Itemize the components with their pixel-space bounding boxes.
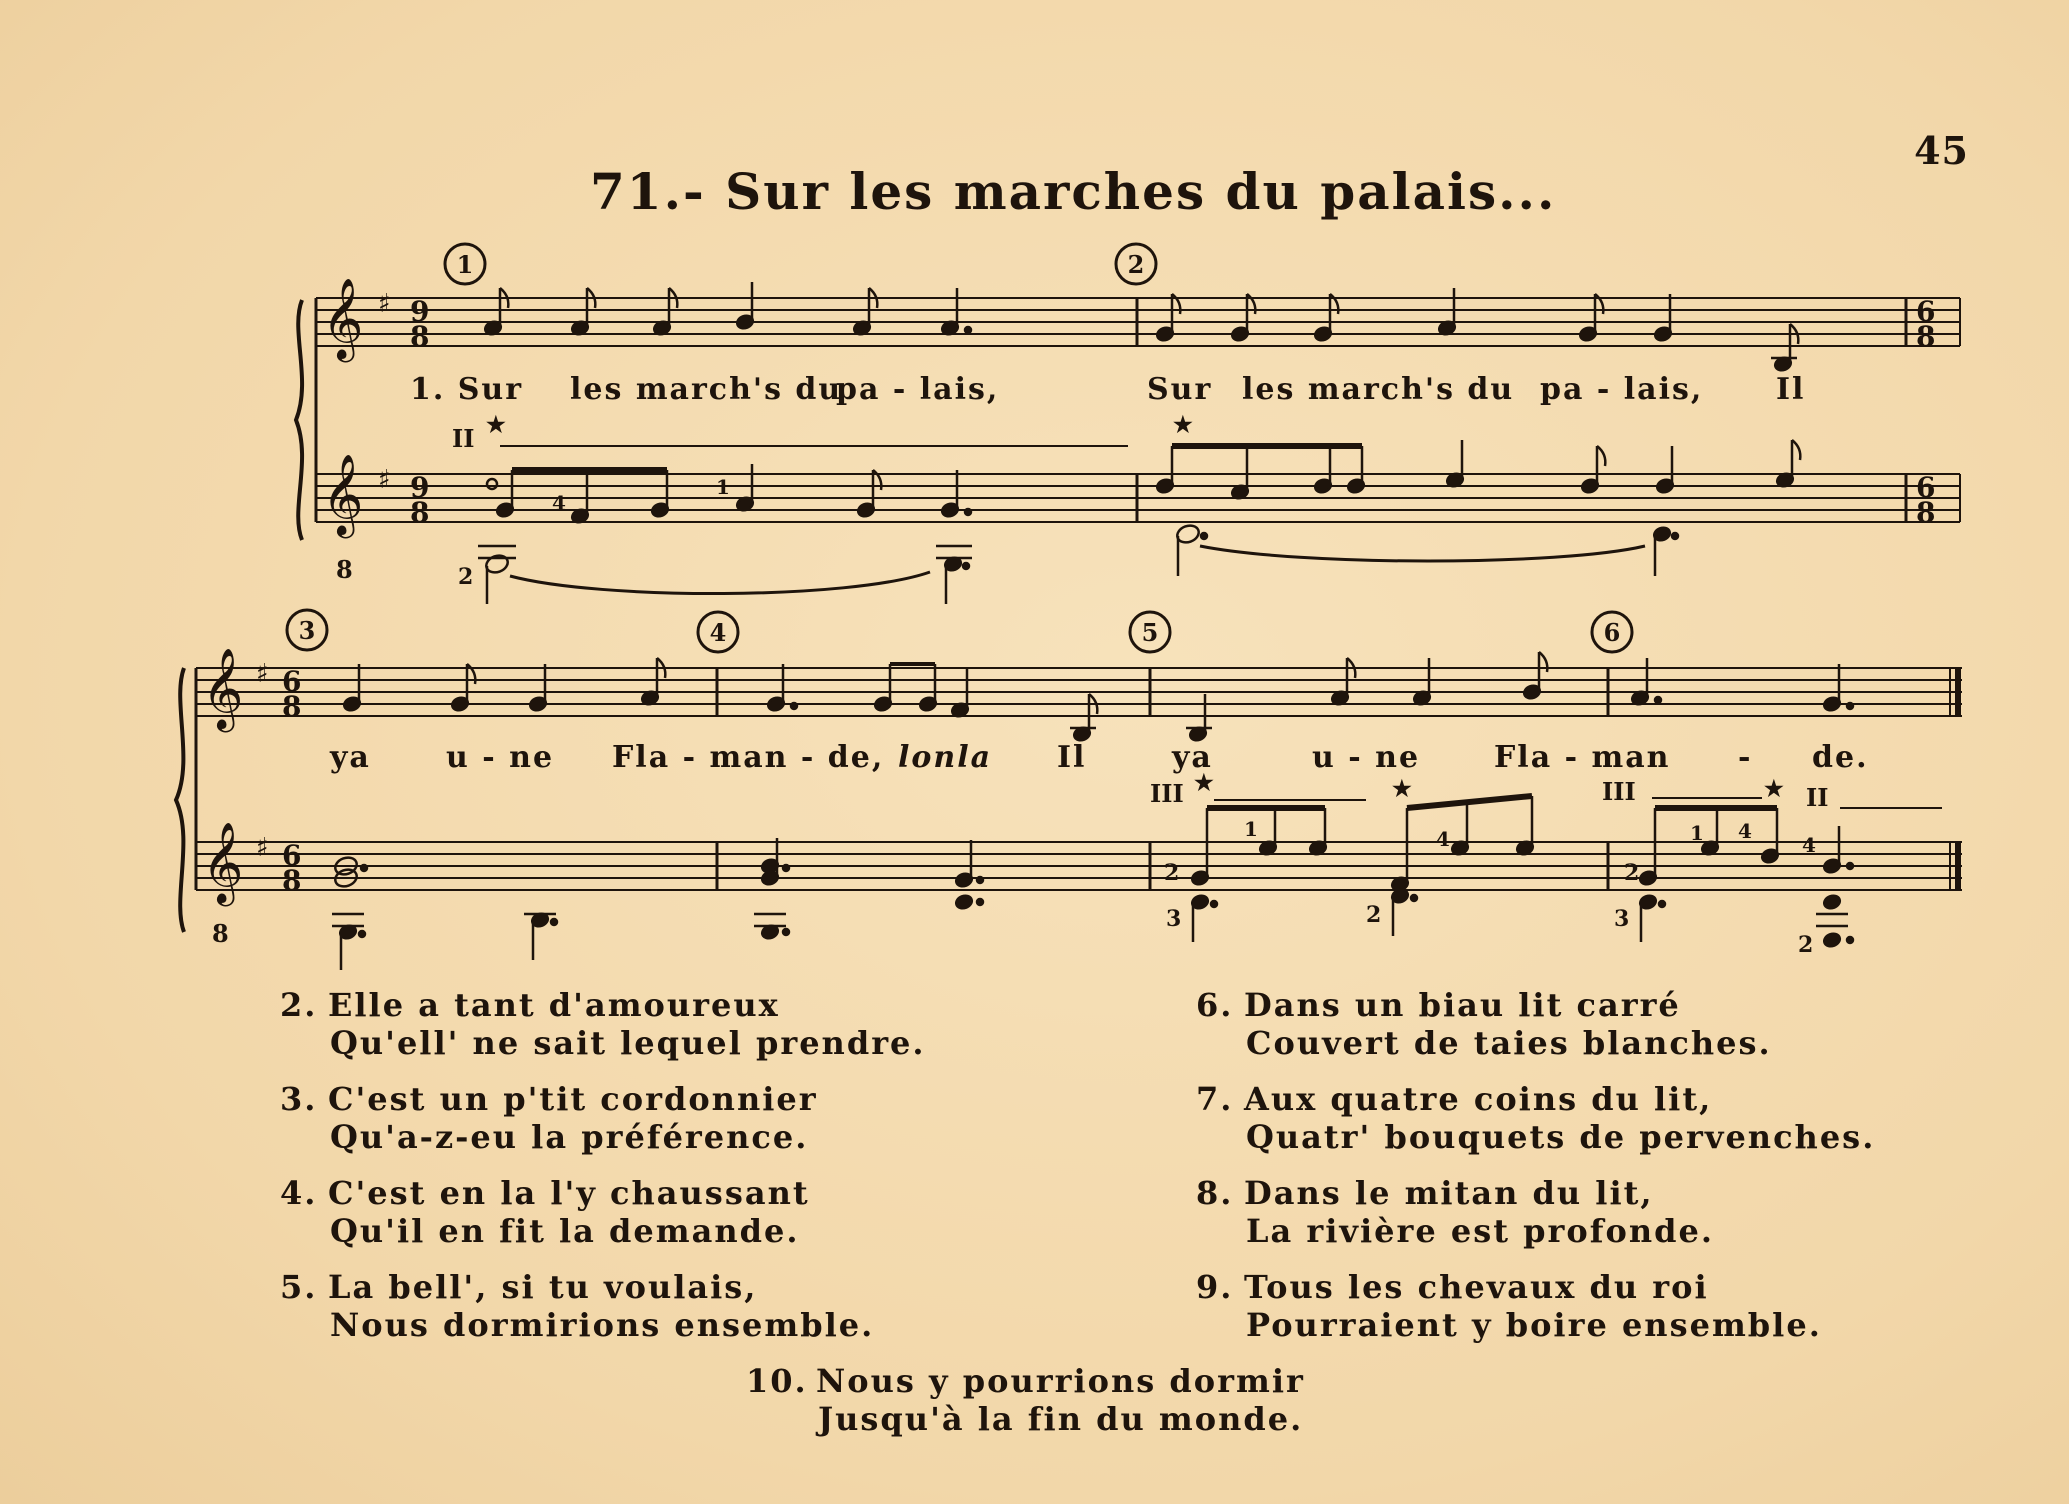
verse-7: 7. Aux quatre coins du lit, Quatr' bouquets de pervenches. [1196, 1080, 1876, 1156]
verse-4: 4. C'est en la l'y chaussant Qu'il en fit la demande. [280, 1174, 810, 1250]
time-sig-bottom: 8 [1916, 320, 1936, 353]
lyric-syllable: pa - lais, [1540, 372, 1704, 407]
guitar-notes-m2 [1155, 440, 1800, 576]
lyric-syllable: de. [1812, 740, 1869, 775]
voice-notes-m2 [1155, 288, 1798, 372]
time-sig-top: 9 [410, 471, 430, 504]
lyric-syllable: les march's du [570, 372, 843, 407]
lyric-syllable: u - ne [1312, 740, 1421, 775]
svg-text:6: 6 [1603, 618, 1621, 647]
time-sig-top: 6 [1916, 471, 1936, 504]
fingering: 4 [1802, 833, 1816, 857]
verse-8: 8. Dans le mitan du lit, La rivière est profonde. [1196, 1174, 1714, 1250]
position-mark: III [1602, 777, 1636, 806]
position-mark: II [1806, 783, 1829, 812]
measure-number-6 [1592, 612, 1632, 652]
lyric-syllable: ya [1172, 740, 1213, 775]
fingering: 4 [552, 491, 566, 515]
svg-text:2: 2 [1127, 250, 1145, 279]
time-sig-bottom: 8 [410, 496, 430, 529]
fingering: 2 [1366, 902, 1382, 928]
svg-text:3: 3 [298, 616, 316, 645]
measure-number-5 [1130, 612, 1170, 652]
star-mark: ★ [486, 412, 506, 438]
fingering: 4 [1738, 819, 1752, 843]
song-title: 71.- Sur les marches du palais... [590, 162, 1557, 221]
lyric-syllable: lonla [898, 740, 993, 775]
fingering: 3 [1166, 906, 1182, 932]
position-mark: III [1150, 779, 1184, 808]
time-sig-bottom: 8 [1916, 496, 1936, 529]
lyric-syllable: Sur [1147, 372, 1213, 407]
position-mark: II [452, 424, 475, 453]
svg-text:4: 4 [709, 618, 727, 647]
system-brace-2 [176, 668, 184, 932]
fingering: 2 [1164, 860, 1180, 886]
time-sig-bottom: 8 [282, 864, 302, 897]
lyric-syllable: u - ne [446, 740, 555, 775]
fingering: 1 [1690, 821, 1704, 845]
time-sig-top: 9 [410, 295, 430, 328]
page-number: 45 [1914, 128, 1969, 173]
star-mark: ★ [1173, 412, 1193, 438]
treble-clef: 𝄞 [322, 453, 364, 535]
fingering: 2 [458, 564, 474, 590]
fingering: 1 [1244, 817, 1258, 841]
system-2 [176, 668, 1962, 932]
svg-text:5: 5 [1141, 618, 1159, 647]
time-sig-top: 6 [1916, 295, 1936, 328]
lyric-syllable: Fla - man - de, [612, 740, 885, 775]
star-mark: ★ [1392, 776, 1412, 802]
time-sig-top: 6 [282, 839, 302, 872]
fingering: 2 [1624, 860, 1640, 886]
guitar-marks-system-2 [1150, 770, 1942, 958]
time-sig-bottom: 8 [282, 690, 302, 723]
verse-6: 6. Dans un biau lit carré Couvert de taies blanches. [1196, 986, 1772, 1062]
fingering: 2 [1798, 932, 1814, 958]
fingering: 4 [1436, 827, 1450, 851]
treble-clef: 𝄞 [322, 277, 364, 359]
treble-clef: 𝄞 [202, 647, 244, 729]
fingering: 3 [1614, 906, 1630, 932]
key-signature-sharp: ♯ [378, 289, 391, 319]
lyric-syllable: Fla - man [1494, 740, 1671, 775]
star-mark: ★ [1764, 776, 1784, 802]
measure-number-4 [698, 612, 738, 652]
measure-number-1 [445, 244, 485, 284]
measure-number-2 [1116, 244, 1156, 284]
lyric-syllable: - [1738, 740, 1753, 775]
key-signature-sharp: ♯ [256, 833, 269, 863]
fingering: 1 [716, 475, 730, 499]
lyric-syllable: les march's du [1242, 372, 1515, 407]
lyric-syllable: 1. Sur [410, 372, 524, 407]
guitar-marks-system-1 [452, 412, 1193, 590]
lyric-syllable: Il [1776, 372, 1806, 407]
treble-clef: 𝄞 [202, 821, 244, 903]
octave-mark: 8 [336, 555, 353, 584]
svg-text:1: 1 [456, 250, 474, 279]
system-1 [296, 298, 1960, 540]
staff-guitar-2 [196, 842, 1962, 890]
system-brace-1 [296, 300, 302, 540]
time-sig-top: 6 [282, 665, 302, 698]
key-signature-sharp: ♯ [256, 659, 269, 689]
lyric-syllable: pa - lais, [836, 372, 1000, 407]
measure-number-3 [287, 610, 327, 650]
time-sig-bottom: 8 [410, 320, 430, 353]
lyric-syllable: ya [330, 740, 371, 775]
verse-2: 2. Elle a tant d'amoureux Qu'ell' ne sait lequel prendre. [280, 986, 926, 1062]
verse-5: 5. La bell', si tu voulais, Nous dormirions ensemble. [280, 1268, 875, 1344]
verse-10: 10. Nous y pourrions dormir Jusqu'à la fin du monde. [746, 1362, 1305, 1438]
verse-9: 9. Tous les chevaux du roi Pourraient y boire ensemble. [1196, 1268, 1822, 1344]
key-signature-sharp: ♯ [378, 465, 391, 495]
star-mark: ★ [1194, 770, 1214, 796]
octave-mark: 8 [212, 919, 229, 948]
voice-notes-m3-m6 [342, 652, 1853, 742]
lyric-syllable: Il [1057, 740, 1087, 775]
verse-3: 3. C'est un p'tit cordonnier Qu'a-z-eu la préférence. [280, 1080, 818, 1156]
